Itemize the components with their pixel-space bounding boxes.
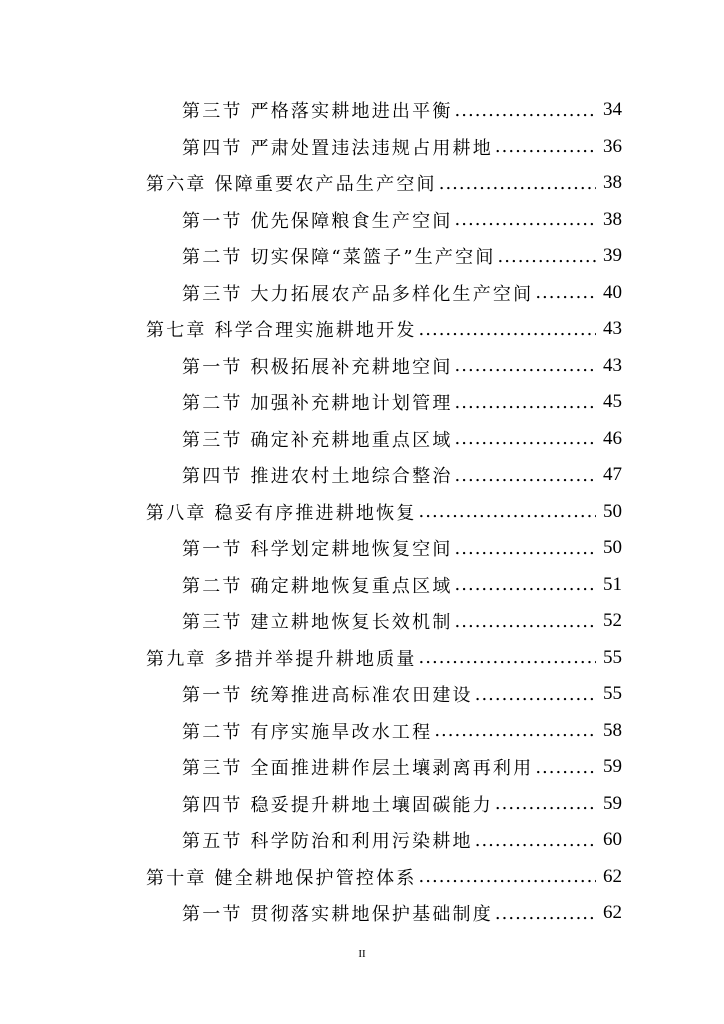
- dot-leader: [535, 282, 596, 303]
- toc-entry-page: 50: [603, 537, 622, 559]
- toc-entry[interactable]: [0, 421, 724, 458]
- toc-entry-page: 38: [603, 208, 622, 230]
- toc-entry-title: 第六章 保障重要农产品生产空间: [146, 174, 437, 196]
- toc-entry[interactable]: [0, 238, 724, 275]
- toc-entry[interactable]: [0, 786, 724, 823]
- toc-entry-title: 第一节 贯彻落实耕地保护基础制度: [182, 904, 493, 926]
- toc-entry-page: 52: [603, 610, 622, 632]
- toc-entry-page: 38: [603, 172, 622, 194]
- toc-entry-title: 第二节 加强补充耕地计划管理: [182, 393, 453, 415]
- toc-entry-page: 34: [603, 99, 622, 121]
- toc-entry[interactable]: [0, 384, 724, 421]
- toc-entry[interactable]: [0, 494, 724, 531]
- toc-entry-title: 第四节 严肃处置违法违规占用耕地: [182, 137, 493, 159]
- toc-entry[interactable]: [0, 165, 724, 202]
- dot-leader: [455, 428, 596, 449]
- dot-leader: [419, 501, 596, 522]
- toc-entry[interactable]: [0, 859, 724, 896]
- toc-entry-page: 40: [603, 281, 622, 303]
- toc-entry-page: 51: [603, 573, 622, 595]
- page-footer-number: II: [358, 948, 366, 960]
- toc-entry-page: 36: [603, 135, 622, 157]
- dot-leader: [434, 720, 596, 741]
- toc-entry[interactable]: [0, 530, 724, 567]
- toc-entry-title: 第九章 多措并举提升耕地质量: [146, 648, 417, 670]
- toc-entry-page: 62: [603, 902, 622, 924]
- toc-entry[interactable]: [0, 895, 724, 932]
- toc-entry[interactable]: [0, 676, 724, 713]
- toc-entry-title: 第三节 全面推进耕作层土壤剥离再利用: [182, 758, 534, 780]
- toc-entry[interactable]: [0, 129, 724, 166]
- toc-entry[interactable]: [0, 713, 724, 750]
- toc-entry-page: 55: [603, 646, 622, 668]
- toc-entry-title: 第十章 健全耕地保护管控体系: [146, 867, 417, 889]
- toc-entry-page: 60: [603, 829, 622, 851]
- toc-entry-title: 第七章 科学合理实施耕地开发: [146, 320, 417, 342]
- dot-leader: [455, 611, 596, 632]
- toc-entry[interactable]: [0, 640, 724, 677]
- dot-leader: [475, 684, 596, 705]
- dot-leader: [498, 246, 596, 267]
- dot-leader: [455, 465, 596, 486]
- dot-leader: [419, 647, 596, 668]
- toc-entry-page: 55: [603, 683, 622, 705]
- toc-entry[interactable]: [0, 457, 724, 494]
- dot-leader: [419, 319, 596, 340]
- toc-entry-page: 62: [603, 865, 622, 887]
- toc-entry-title: 第一节 积极拓展补充耕地空间: [182, 356, 453, 378]
- toc-entry-page: 59: [603, 792, 622, 814]
- toc-entry-page: 45: [603, 391, 622, 413]
- toc-entry-title: 第五节 科学防治和利用污染耕地: [182, 831, 473, 853]
- dot-leader: [419, 866, 596, 887]
- toc-entry-page: 46: [603, 427, 622, 449]
- toc-entry[interactable]: [0, 603, 724, 640]
- toc-entry[interactable]: [0, 822, 724, 859]
- toc-entry-title: 第二节 确定耕地恢复重点区域: [182, 575, 453, 597]
- toc-entry[interactable]: [0, 202, 724, 239]
- table-of-contents: [0, 92, 724, 932]
- dot-leader: [455, 538, 596, 559]
- toc-entry-page: 58: [603, 719, 622, 741]
- toc-entry[interactable]: [0, 311, 724, 348]
- dot-leader: [455, 574, 596, 595]
- toc-entry[interactable]: [0, 92, 724, 129]
- dot-leader: [495, 793, 596, 814]
- toc-entry-page: 39: [603, 245, 622, 267]
- toc-entry-page: 59: [603, 756, 622, 778]
- toc-entry-title: 第一节 统筹推进高标准农田建设: [182, 685, 473, 707]
- toc-entry[interactable]: [0, 348, 724, 385]
- toc-entry-page: 50: [603, 500, 622, 522]
- toc-entry[interactable]: [0, 567, 724, 604]
- dot-leader: [455, 209, 596, 230]
- dot-leader: [455, 100, 596, 121]
- dot-leader: [475, 830, 596, 851]
- toc-entry-title: 第二节 有序实施旱改水工程: [182, 721, 433, 743]
- toc-entry-title: 第八章 稳妥有序推进耕地恢复: [146, 502, 417, 524]
- toc-entry-title: 第三节 建立耕地恢复长效机制: [182, 612, 453, 634]
- toc-entry[interactable]: [0, 749, 724, 786]
- toc-entry-title: 第三节 确定补充耕地重点区域: [182, 429, 453, 451]
- toc-entry-title: 第二节 切实保障“菜篮子”生产空间: [182, 247, 496, 269]
- toc-entry-page: 43: [603, 354, 622, 376]
- dot-leader: [455, 355, 596, 376]
- toc-entry-page: 43: [603, 318, 622, 340]
- dot-leader: [439, 173, 596, 194]
- dot-leader: [495, 136, 596, 157]
- toc-entry-title: 第三节 严格落实耕地进出平衡: [182, 101, 453, 123]
- toc-entry-title: 第四节 推进农村土地综合整治: [182, 466, 453, 488]
- toc-entry-page: 47: [603, 464, 622, 486]
- toc-entry-title: 第一节 优先保障粮食生产空间: [182, 210, 453, 232]
- toc-entry-title: 第一节 科学划定耕地恢复空间: [182, 539, 453, 561]
- dot-leader: [495, 903, 596, 924]
- toc-entry-title: 第三节 大力拓展农产品多样化生产空间: [182, 283, 534, 305]
- dot-leader: [455, 392, 596, 413]
- dot-leader: [535, 757, 596, 778]
- toc-entry[interactable]: [0, 275, 724, 312]
- toc-entry-title: 第四节 稳妥提升耕地土壤固碳能力: [182, 794, 493, 816]
